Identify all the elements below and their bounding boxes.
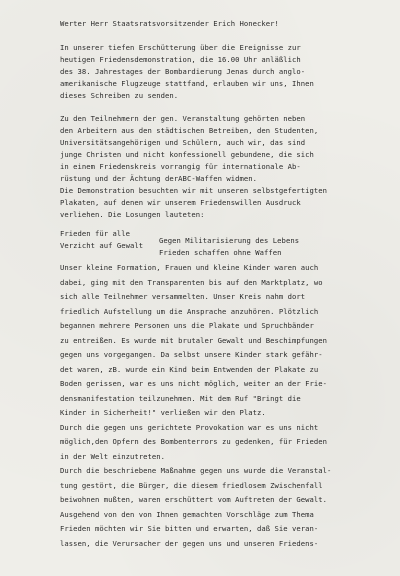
paragraph-3-line: Durch die beschriebene Maßnahme gegen uns wurde die Veranstal- <box>60 466 332 475</box>
paragraph-3-line: Frieden möchten wir Sie bitten und erwarten, daß Sie veran- <box>60 524 319 533</box>
paragraph-3-line: in der Welt einzutreten. <box>60 451 166 461</box>
paragraph-3-line: det waren, zB. wurde ein Kind beim Entwenden der Plakate zu <box>60 364 319 374</box>
paragraph-3-line: Kinder in Sicherheit!" verließen wir den Platz. <box>60 408 266 417</box>
slogan-line: Frieden schaffen ohne Waffen <box>159 248 282 257</box>
paragraph-1-line: amerikanische Flugzeuge stattfand, erlauben wir uns, Ihnen <box>60 79 314 88</box>
paragraph-2-line: in einem Friedenskreis vorrangig für internationale Ab- <box>60 162 301 171</box>
paragraph-3-line: friedlich Aufstellung um die Ansprache anzuhören. Plötzlich <box>60 306 319 316</box>
paragraph-2 <box>60 114 328 219</box>
paragraph-2-line: rüstung und der Ächtung derABC-Waffen widmen. <box>60 174 257 183</box>
paragraph-3-line: Ausgehend von den von Ihnen gemachten Vorschläge zum Thema <box>60 509 314 519</box>
paragraph-1-line: heutigen Friedensdemonstration, die 16.00 Uhr anläßlich <box>60 55 301 64</box>
paragraph-3-line: möglich,den Opfern des Bombenterrors zu gedenken, für Frieden <box>60 437 328 446</box>
paragraph-3-line: dabei, ging mit den Transparenten bis auf den Marktplatz, wo <box>60 277 323 287</box>
paragraph-3-line: sich alle Teilnehmer versammelten. Unser Kreis nahm dort <box>60 292 306 301</box>
paragraph-3-line: gegen uns vorgegangen. Da selbst unsere Kinder stark gefähr- <box>60 350 323 359</box>
paragraph-3-line: zu entreißen. Es wurde mit brutaler Gewalt und Beschimpfungen <box>60 335 328 345</box>
paragraph-2-line: den Arbeitern aus den städtischen Betreiben, den Studenten, <box>60 126 319 135</box>
paragraph-2-line: junge Christen und nicht konfessionell gebundene, die sich <box>60 150 314 159</box>
slogans-left <box>60 229 144 266</box>
paragraph-3 <box>60 263 332 548</box>
paragraph-2-line: Plakaten, auf denen wir unserem Friedenswillen Ausdruck <box>60 198 301 207</box>
paragraph-2-line: Die Demonstration besuchten wir mit unseren selbstgefertigten <box>60 186 328 195</box>
salutation-line: Werter Herr Staatsratsvorsitzender Erich Honecker! <box>60 19 279 28</box>
paragraph-3-line: Durch die gegen uns gerichtete Provokation war es uns nicht <box>60 422 319 432</box>
paragraph-1 <box>60 43 314 107</box>
paragraph-1-line: dieses Schreiben zu senden. <box>60 91 179 100</box>
slogan-line: Frieden für alle <box>60 229 131 238</box>
paragraph-2-line: Zu den Teilnehmern der gen. Veranstaltung gehörten neben <box>60 114 306 123</box>
paragraph-1-line: des 38. Jahrestages der Bombardierung Jenas durch anglo- <box>60 67 306 76</box>
paragraph-2-line: verliehen. Die Losungen lauteten: <box>60 210 205 219</box>
slogan-line: Gegen Militarisierung des Lebens <box>159 236 300 245</box>
paragraph-3-line: beiwohnen mußten, waren erschüttert vom Auftreten der Gewalt. <box>60 495 328 504</box>
paragraph-3-line: densmanifestation teilzunehmen. Mit dem Ruf "Bringt die <box>60 393 301 403</box>
paragraph-3-line: lassen, die Verursacher der gegen uns und unseren Friedens- <box>60 538 319 548</box>
paragraph-1-line: In unserer tiefen Erschütterung über die Ereignisse zur <box>60 43 301 52</box>
paragraph-3-line: tung gestört, die Bürger, die diesem friedlosem Zwischenfall <box>60 480 323 490</box>
paragraph-3-line: Unser kleine Formation, Frauen und kleine Kinder waren auch <box>60 263 319 272</box>
paragraph-3-line: begannen mehrere Personen uns die Plakate und Spruchbänder <box>60 321 314 330</box>
paragraph-3-line: Boden gerissen, war es uns nicht möglich, weiter an der Frie- <box>60 379 328 388</box>
paragraph-2-line: Universitätsangehörigen und Schülern, auch wir, das sind <box>60 138 306 147</box>
slogan-line: Verzicht auf Gewalt <box>60 241 144 250</box>
